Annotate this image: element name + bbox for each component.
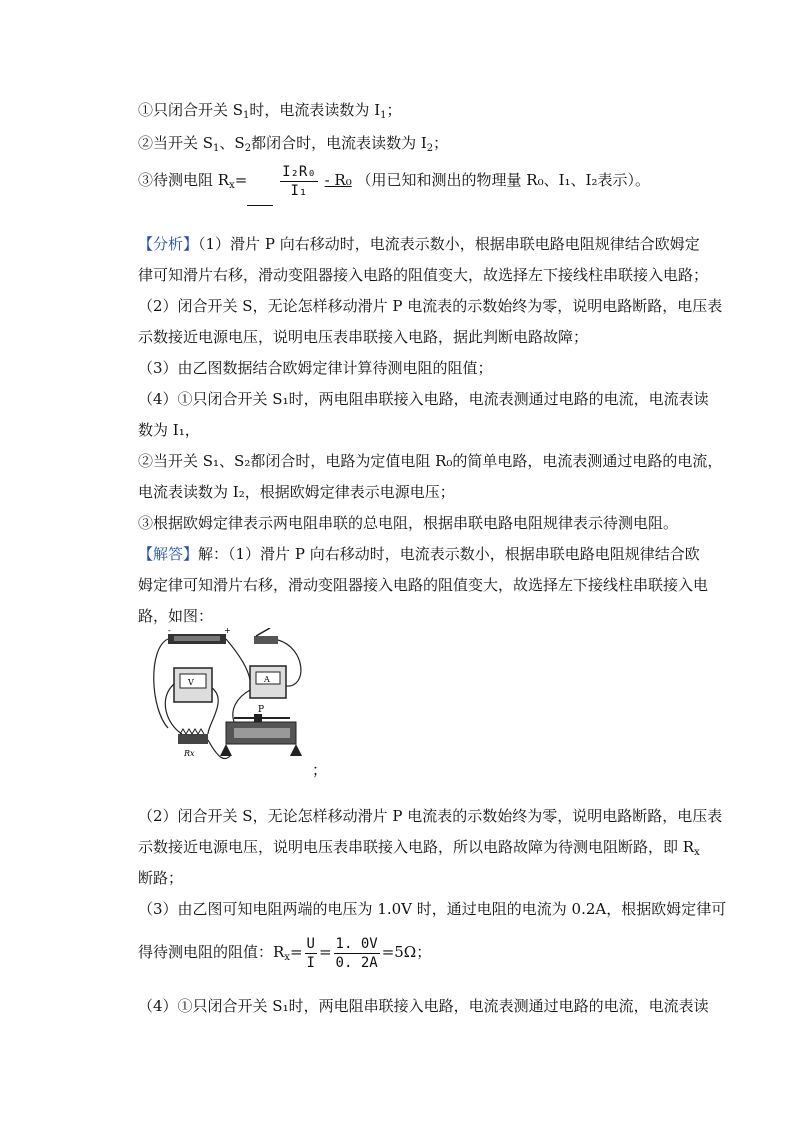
fraction-denominator: I₁	[290, 182, 308, 199]
answer-fraction	[280, 163, 318, 200]
step2-c: 都闭合时，电流表读数为 I	[251, 134, 427, 152]
solution-line-5	[138, 837, 700, 863]
analysis-line-9: 电流表读数为 I₂，根据欧姆定律表示电源电压；	[138, 483, 455, 501]
rx-label: Rx	[184, 749, 195, 758]
step2-sub2: 2	[244, 143, 252, 154]
frac2-num: 1. 0V	[335, 935, 378, 952]
frac1-den: I	[306, 954, 315, 971]
analysis-line-10: ③根据欧姆定律表示两电阻串联的总电阻，根据串联电路电阻规律表示待测电阻。	[138, 514, 679, 532]
fraction-u-over-i	[305, 935, 317, 972]
analysis-line-1	[138, 234, 700, 254]
step3-note: （用已知和测出的物理量 R₀、I₁、I₂表示）。	[356, 171, 650, 189]
resistor-rx-icon	[178, 734, 208, 744]
solution-line-3: 路，如图：	[138, 607, 214, 625]
step3-b: =	[234, 171, 248, 189]
analysis-line-3: （2）闭合开关 S，无论怎样移动滑片 P 电流表的示数始终为零，说明电路断路，电压表	[138, 297, 723, 315]
step-1	[138, 100, 402, 126]
step-3	[138, 160, 650, 206]
analysis-line-7: 数为 I₁，	[138, 421, 200, 439]
step2-sub3: 2	[426, 143, 434, 154]
step1-end: ；	[386, 101, 402, 119]
solution-line-6: 断路；	[138, 869, 184, 887]
step2-a: ②当开关 S	[138, 134, 214, 152]
step2-sub1: 1	[213, 143, 220, 154]
plus-label: +	[224, 628, 231, 635]
analysis-line-8: ②当开关 S₁、S₂都闭合时，电路为定值电阻 R₀的简单电路，电流表测通过电路的电流，	[138, 452, 723, 470]
analysis-line-4: 示数接近电源电压，说明电压表串联接入电路，据此判断电路故障；	[138, 328, 589, 346]
voltmeter-label: V	[188, 678, 194, 687]
frac1-num: U	[306, 935, 315, 952]
solution-line-7: （3）由乙图可知电阻两端的电压为 1.0V 时，通过电阻的电流为 0.2A，根据欧姆定律可	[138, 900, 727, 918]
answer-minus-r0: - R₀	[324, 171, 352, 189]
fraction-numerator: I₂R₀	[282, 163, 316, 180]
minus-label: -	[168, 628, 171, 635]
solution-tag: 【解答】	[138, 545, 199, 563]
slider-p-label: P	[258, 705, 265, 715]
solution-line-4: （2）闭合开关 S，无论怎样移动滑片 P 电流表的示数始终为零，说明电路断路，电压表	[138, 807, 723, 825]
solution-p3b-sub: x	[284, 952, 290, 963]
solution-p1a: 解：（1）滑片 P 向右移动时，电流表示数小，根据串联电路电阻规律结合欧	[198, 545, 700, 563]
step1-text: ①只闭合开关 S	[138, 101, 244, 119]
switch-icon	[254, 636, 278, 644]
analysis-tag: 【分析】	[138, 235, 199, 253]
solution-p3b: 得待测电阻的阻值：R	[138, 943, 285, 961]
solution-line-9: （4）①只闭合开关 S₁时，两电阻串联接入电路，电流表测通过电路的电流，电流表读	[138, 997, 709, 1015]
step1-sub: 1	[243, 110, 250, 121]
solution-line-2: 姆定律可知滑片右移，滑动变阻器接入电路的阻值变大，故选择左下接线柱串联接入电	[138, 576, 709, 594]
analysis-p1: （1）滑片 P 向右移动时，电流表示数小，根据串联电路电阻规律结合欧姆定	[198, 235, 700, 253]
step3-a: ③待测电阻 R	[138, 171, 230, 189]
solution-p2b-sub: x	[694, 847, 700, 858]
solution-p3-result: =5Ω；	[381, 943, 432, 961]
analysis-line-6: （4）①只闭合开关 S₁时，两电阻串联接入电路，电流表测通过电路的电流，电流表读	[138, 390, 709, 408]
circuit-figure	[138, 628, 318, 778]
analysis-line-2: 律可知滑片右移，滑动变阻器接入电路的阻值变大，故选择左下接线柱串联接入电路；	[138, 266, 709, 284]
ammeter-label: A	[264, 675, 270, 684]
figure-semicolon: ；	[312, 761, 328, 779]
step1-sub2: 1	[380, 110, 387, 121]
analysis-line-5: （3）由乙图数据结合欧姆定律计算待测电阻的阻值；	[138, 359, 493, 377]
step-2	[138, 133, 448, 159]
fraction-values	[334, 935, 380, 972]
step3-sub: x	[229, 180, 235, 191]
solution-line-8: 得待测电阻的阻值：$R_x=$ $\frac{U}{I}$ = $\frac{1. 0V}{0. 2A}$ =5Ω；	[138, 935, 432, 971]
step2-end: ；	[433, 134, 449, 152]
step1-mid: 时，电流表读数为 I	[249, 101, 381, 119]
solution-line-1	[138, 544, 700, 564]
answer-blank	[247, 189, 273, 206]
solution-p2b: 示数接近电源电压，说明电压表串联接入电路，所以电路故障为待测电阻断路，即 R	[138, 838, 695, 856]
frac2-den: 0. 2A	[335, 954, 378, 971]
step2-b: 、S	[219, 134, 245, 152]
